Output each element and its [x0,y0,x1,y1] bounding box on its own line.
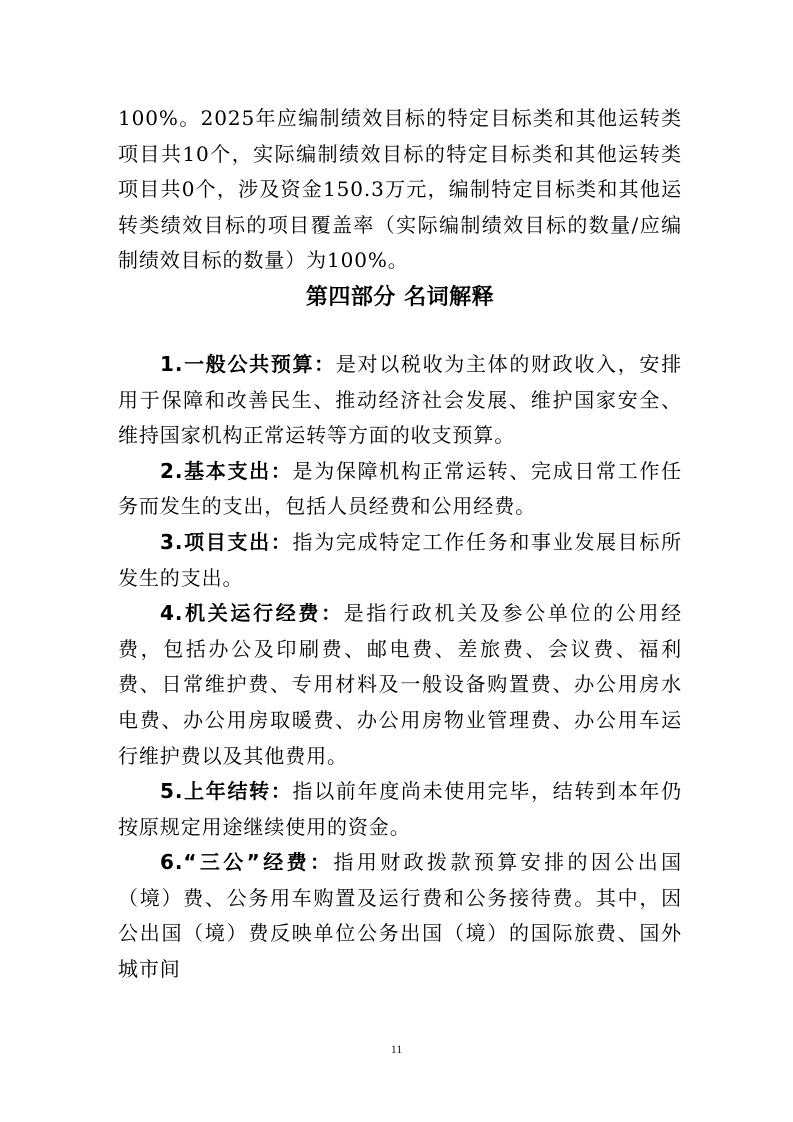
definition-paragraph [118,596,682,774]
definition-text: 是为保障机构正常运转、完成日常工作任务而发生的支出，包括人员经费和公用经费。 [118,458,682,519]
definition-term: 6.“三公”经费： [160,850,334,875]
definition-term: 5.上年结转： [160,779,293,804]
definition-term: 2.基本支出： [160,458,293,483]
definition-paragraph [118,774,682,845]
definition-term: 4.机关运行经费： [160,601,344,626]
definition-paragraph [118,347,682,454]
page-content [118,101,682,988]
intro-paragraph: 100%。2025年应编制绩效目标的特定目标类和其他运转类项目共10个，实际编制绩效目标的特定目标类和其他运转类项目共0个，涉及资金150.3万元，编制特定目标类和其他运转类绩效目标的项目覆盖率（实际编制绩效目标的数量/应编制绩效目标的数量）为100%。 [118,106,682,273]
definition-text: 指用财政拨款预算安排的因公出国（境）费、公务用车购置及运行费和公务接待费。其中，因公出国（境）费反映单位公务出国（境）的国际旅费、国外城市间 [118,850,682,982]
definition-text: 指以前年度尚未使用完毕，结转到本年仍按原规定用途继续使用的资金。 [118,779,682,839]
definition-term: 3.项目支出： [160,529,293,554]
definition-text: 指为完成特定工作任务和事业发展目标所发生的支出。 [118,529,682,590]
definition-term: 1.一般公共预算： [160,351,336,376]
definition-text: 是对以税收为主体的财政收入，安排用于保障和改善民生、推动经济社会发展、维护国家安全、维持国家机构正常运转等方面的收支预算。 [118,351,682,448]
definition-text: 是指行政机关及参公单位的公用经费，包括办公及印刷费、邮电费、差旅费、会议费、福利费、日常维护费、专用材料及一般设备购置费、办公用房水电费、办公用房取暖费、办公用房物业管理费、办公用车运行维护费以及其他费用。 [118,601,682,768]
page-number: 11 [390,1042,403,1056]
definition-paragraph [118,525,682,596]
definition-paragraph [118,454,682,525]
definition-paragraph [118,845,682,987]
section-heading: 第四部分 名词解释 [305,284,495,310]
